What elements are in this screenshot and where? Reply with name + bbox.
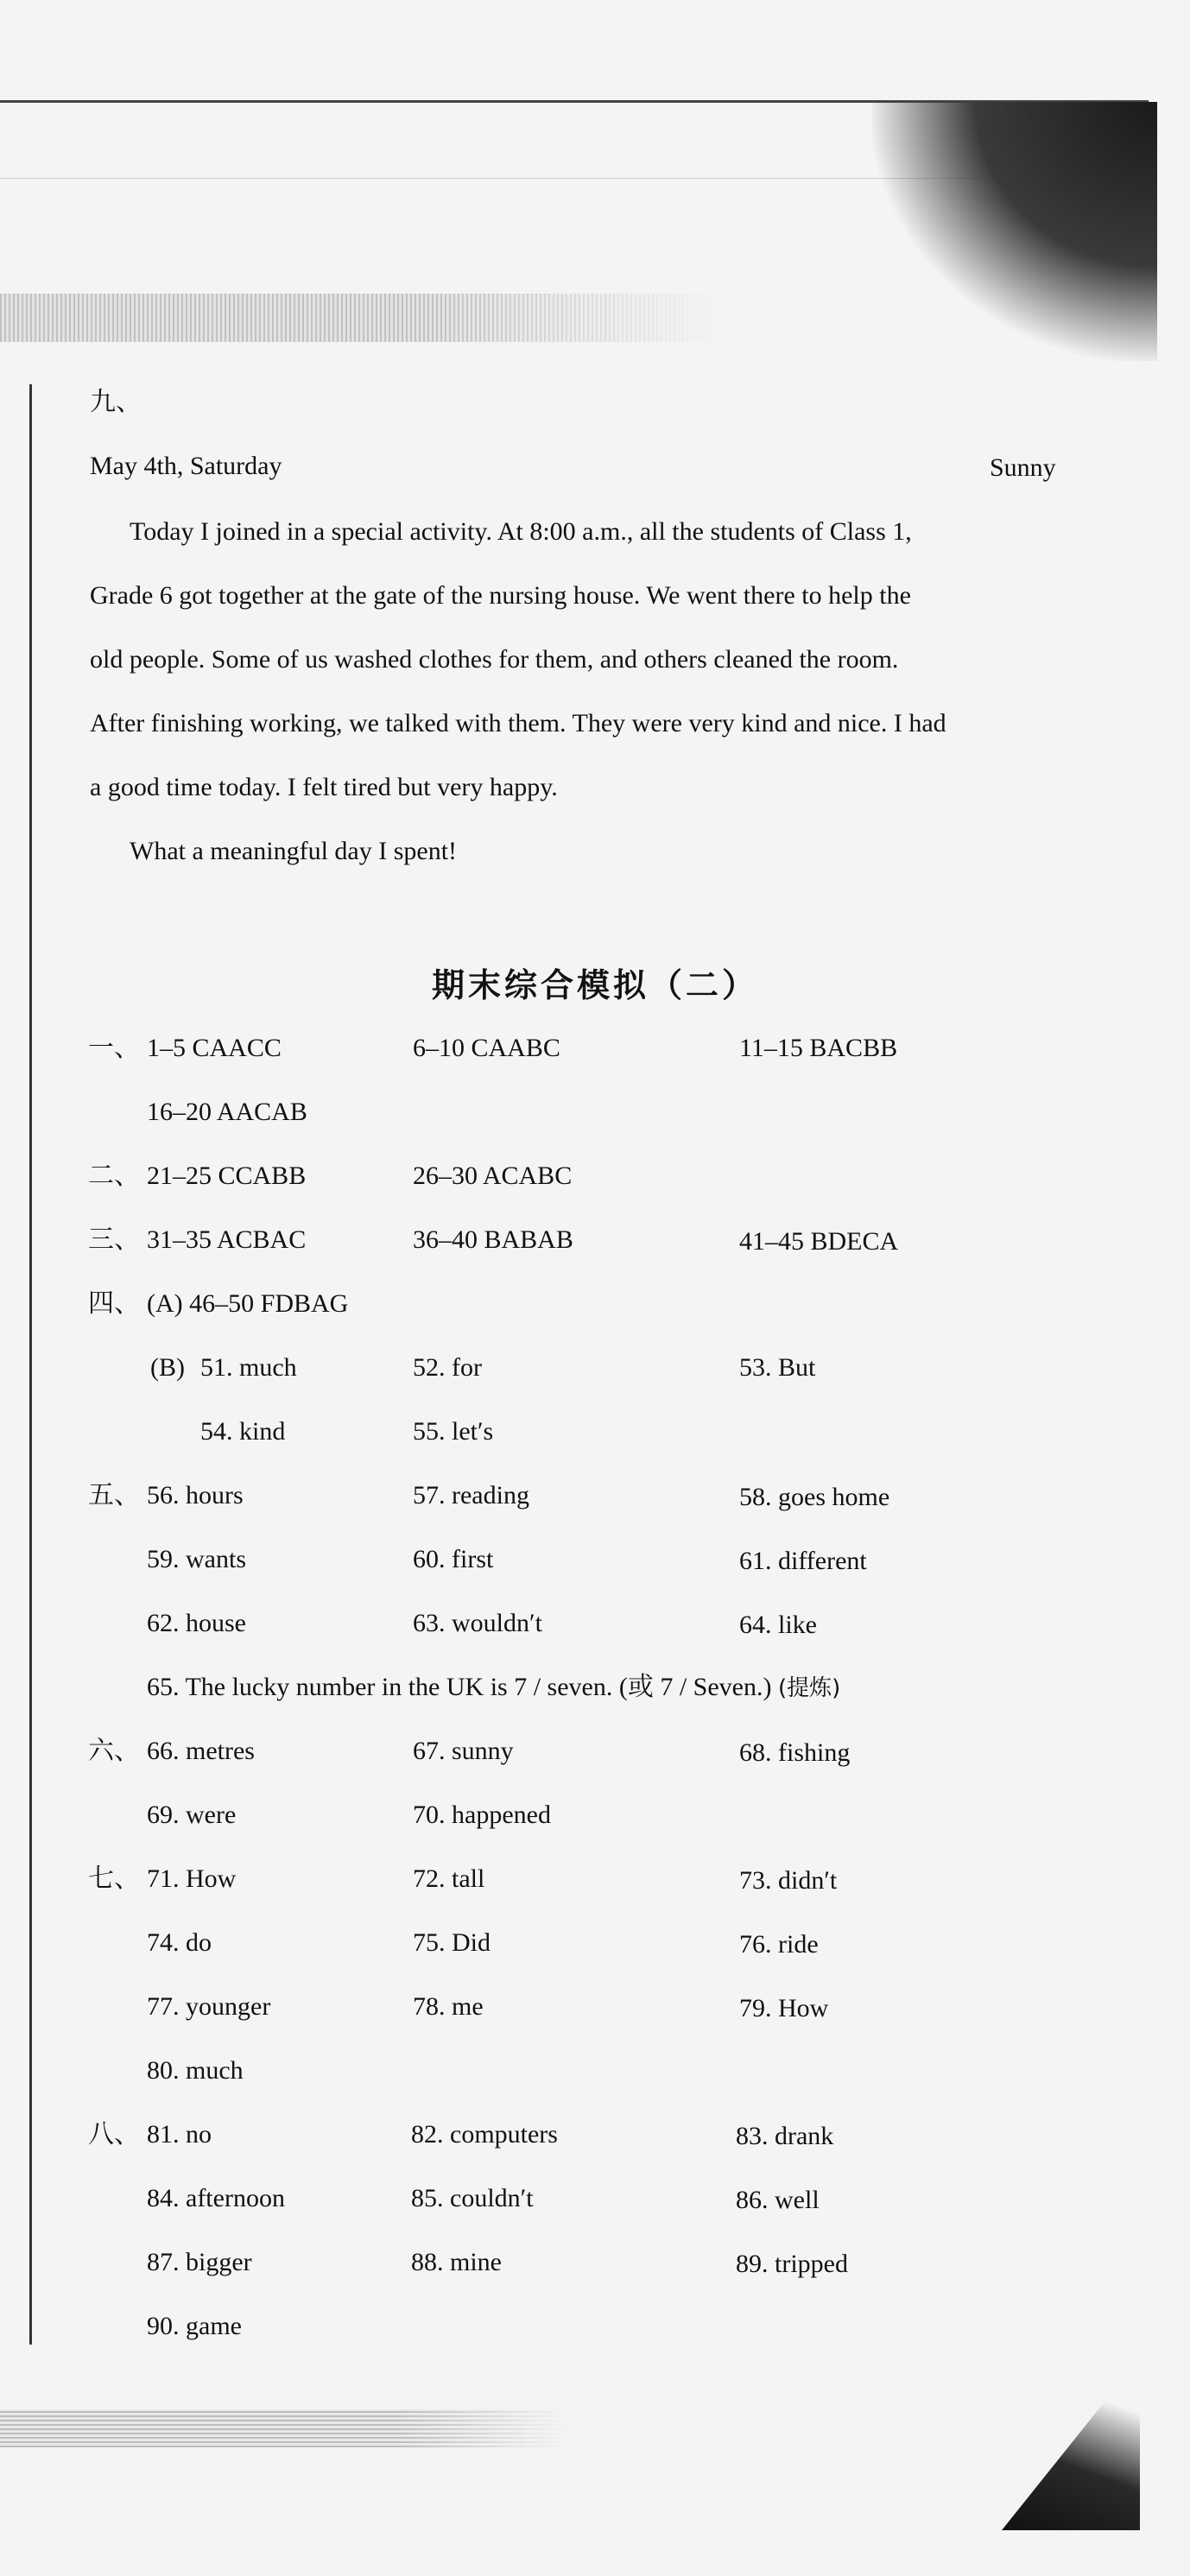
answer-85: 85. couldn′t xyxy=(411,2184,534,2212)
diary-line-3: old people. Some of us washed clothes for them, and others cleaned the room. xyxy=(90,645,899,674)
answer-90: 90. game xyxy=(147,2312,242,2340)
answer-16-20: 16–20 AACAB xyxy=(147,1098,307,1126)
section-1-label: 一、 xyxy=(88,1034,140,1062)
section-5-label: 五、 xyxy=(88,1481,140,1510)
answer-75: 75. Did xyxy=(413,1928,491,1957)
answer-71: 71. How xyxy=(147,1864,237,1893)
answer-81: 81. no xyxy=(147,2120,212,2149)
answer-89: 89. tripped xyxy=(736,2250,848,2278)
answer-70: 70. happened xyxy=(413,1801,551,1829)
bottom-halftone-band xyxy=(0,2409,570,2447)
answer-54: 54. kind xyxy=(200,1417,286,1446)
diary-weather: Sunny xyxy=(990,453,1056,482)
page-curl-shadow-bottom xyxy=(1002,2358,1140,2530)
left-margin-line xyxy=(29,384,32,2345)
answer-62: 62. house xyxy=(147,1609,246,1637)
answer-77: 77. younger xyxy=(147,1992,271,2021)
answer-74: 74. do xyxy=(147,1928,212,1957)
answer-80: 80. much xyxy=(147,2056,244,2085)
answer-73: 73. didn′t xyxy=(739,1866,838,1895)
answer-84: 84. afternoon xyxy=(147,2184,285,2212)
answer-41-45: 41–45 BDECA xyxy=(739,1227,899,1256)
answer-83: 83. drank xyxy=(736,2122,834,2150)
diary-line-1: Today I joined in a special activity. At 8:00 a.m., all the students of Class 1, xyxy=(130,517,912,546)
answer-82: 82. computers xyxy=(411,2120,558,2149)
answer-52: 52. for xyxy=(413,1353,482,1382)
answer-88: 88. mine xyxy=(411,2248,502,2276)
diary-line-2: Grade 6 got together at the gate of the nursing house. We went there to help the xyxy=(90,581,911,610)
answer-57: 57. reading xyxy=(413,1481,529,1510)
answer-59: 59. wants xyxy=(147,1545,246,1573)
section-9-label: 九、 xyxy=(90,388,142,416)
answer-11-15: 11–15 BACBB xyxy=(739,1034,898,1062)
halftone-band xyxy=(0,294,725,342)
answer-64: 64. like xyxy=(739,1611,817,1639)
answer-68: 68. fishing xyxy=(739,1738,851,1767)
answer-61: 61. different xyxy=(739,1547,867,1575)
exam-title: 期末综合模拟（二） xyxy=(431,966,758,1004)
answer-69: 69. were xyxy=(147,1801,237,1829)
diary-line-5: a good time today. I felt tired but very happy. xyxy=(90,773,558,801)
answer-65-note: (提炼) xyxy=(778,1675,841,1701)
answer-72: 72. tall xyxy=(413,1864,485,1893)
section-4-label: 四、 xyxy=(88,1289,140,1318)
answer-63: 63. wouldn′t xyxy=(413,1609,542,1637)
section-6-label: 六、 xyxy=(88,1737,140,1765)
answer-76: 76. ride xyxy=(739,1930,819,1959)
answer-31-35: 31–35 ACBAC xyxy=(147,1225,307,1254)
answer-56: 56. hours xyxy=(147,1481,244,1510)
answer-58: 58. goes home xyxy=(739,1483,890,1511)
answer-46-50: (A) 46–50 FDBAG xyxy=(147,1289,349,1318)
diary-line-4: After finishing working, we talked with them. They were very kind and nice. I had xyxy=(90,709,946,737)
answer-66: 66. metres xyxy=(147,1737,255,1765)
answer-86: 86. well xyxy=(736,2186,820,2214)
answer-6-10: 6–10 CAABC xyxy=(413,1034,560,1062)
section-2-label: 二、 xyxy=(88,1161,140,1190)
answer-55: 55. let′s xyxy=(413,1417,494,1446)
section-7-label: 七、 xyxy=(88,1864,140,1893)
answer-53: 53. But xyxy=(739,1353,816,1382)
answer-79: 79. How xyxy=(739,1994,829,2022)
answer-60: 60. first xyxy=(413,1545,494,1573)
answer-36-40: 36–40 BABAB xyxy=(413,1225,573,1254)
section-8-label: 八、 xyxy=(88,2120,140,2149)
answer-26-30: 26–30 ACABC xyxy=(413,1161,573,1190)
answer-78: 78. me xyxy=(413,1992,484,2021)
page-curl-shadow-top xyxy=(872,102,1157,361)
answer-51: 51. much xyxy=(200,1353,297,1382)
diary-closing: What a meaningful day I spent! xyxy=(130,837,458,865)
answer-65-text: 65. The lucky number in the UK is 7 / seven. (或 7 / Seven.) xyxy=(147,1673,772,1701)
answer-21-25: 21–25 CCABB xyxy=(147,1161,307,1190)
answer-1-5: 1–5 CAACC xyxy=(147,1034,282,1062)
section-3-label: 三、 xyxy=(88,1225,140,1254)
part-b-label: (B) xyxy=(150,1353,185,1382)
answer-65 xyxy=(147,1672,840,1704)
answer-67: 67. sunny xyxy=(413,1737,514,1765)
answer-87: 87. bigger xyxy=(147,2248,252,2276)
diary-date: May 4th, Saturday xyxy=(90,452,282,480)
